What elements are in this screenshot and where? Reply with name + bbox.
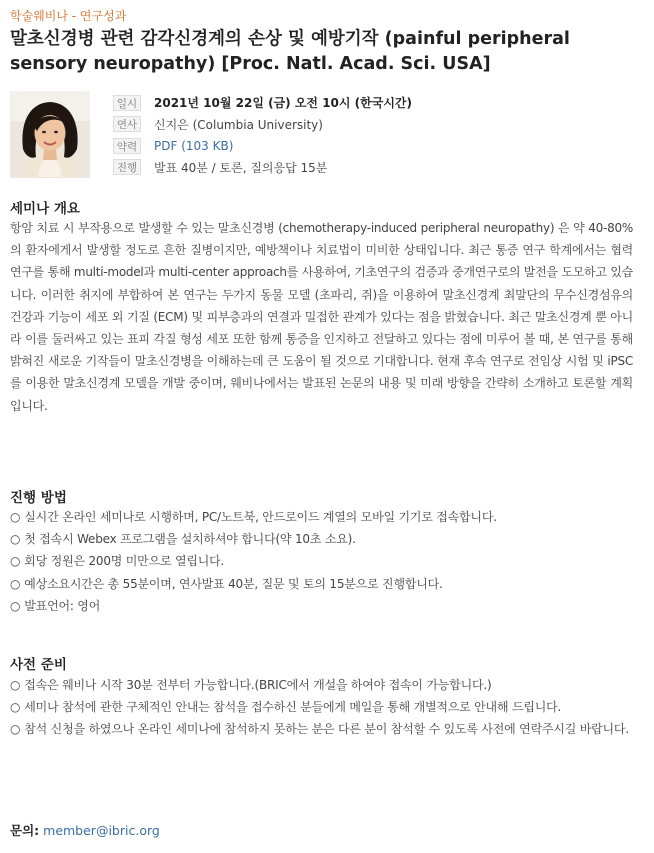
bio-pdf-link[interactable]: PDF (103 KB) (154, 138, 234, 153)
format-value: 발표 40분 / 토론, 질의응답 15분 (154, 160, 328, 175)
contact-label: 문의: (10, 823, 40, 838)
circle-bullet-icon: ○ (10, 510, 21, 524)
contact-line (10, 821, 160, 839)
page-title: 말초신경병 관련 감각신경계의 손상 및 예방기작 (painful peripheral sensory neuropathy) [Proc. Natl. Acad. Sci. USA] (10, 29, 570, 74)
bio-row (113, 135, 412, 157)
bio-label: 약력 (113, 138, 141, 154)
date-row (113, 92, 412, 114)
list-item: ○ 참석 신청을 하였으나 온라인 세미나에 참석하지 못하는 분은 다른 분이 참석할 수 있도록 사전에 연락주시길 바랍니다. (10, 722, 629, 737)
circle-bullet-icon: ○ (10, 700, 21, 715)
list-item: ○ 실시간 온라인 세미나로 시행하며, PC/노트북, 안드로이드 계열의 모바일 기기로 접속합니다. (10, 510, 497, 524)
contact-email-link[interactable]: member@ibric.org (43, 823, 160, 838)
overview-heading: 세미나 개요 (10, 201, 80, 217)
circle-bullet-icon: ○ (10, 532, 21, 547)
circle-bullet-icon: ○ (10, 554, 21, 569)
list-item: ○ 예상소요시간은 총 55분이며, 연사발표 40분, 질문 및 토의 15분으로 진행합니다. (10, 576, 443, 591)
circle-bullet-icon: ○ (10, 722, 21, 737)
date-label: 일시 (113, 95, 141, 111)
speaker-label: 연사 (113, 116, 141, 132)
date-value: 2021년 10월 22일 (금) 오전 10시 (한국시간) (154, 96, 413, 111)
breadcrumb[interactable]: 학술웨비나 - 연구성과 (10, 9, 127, 23)
circle-bullet-icon: ○ (10, 576, 21, 591)
speaker-value: 신지은 (Columbia University) (154, 117, 323, 132)
circle-bullet-icon: ○ (10, 678, 21, 692)
speaker-row (113, 114, 412, 136)
format-label: 진행 (113, 159, 141, 175)
overview-body: 항암 치료 시 부작용으로 발생할 수 있는 말초신경병 (chemotherapy-induced peripheral neuropathy) 은 약 40-80%의 환자에게서 발생할 정도로 흔한 질병이지만, 예방책이나 치료법이 미비한 상태입니다. 최근 통증 연구 학계에서는 협력 연구를 통해 multi-model과 multi-center approach를 사용하여, 기초연구의 검증과 중개연구로의 발전을 도모하고 있습니다. 이러한 취지에 부합하여 본 연구는 두가지 동물 모델 (초파리, 쥐)을 이용하여 말초신경계 최말단의 무수신경섬유의 건강과 기능이 세포 외 기질 (ECM) 및 피부층과의 연결과 밀접한 관계가 있다는 점을 밝혔습니다. 최근 말초신경계 뿐 아니라 이를 둘러싸고 있는 표피 각질 형성 세포 또한 함께 통증을 인지하고 전달하고 있다는 점에 미루어 볼 때, 본 연구를 통해 밝혀진 새로운 기작들이 말초신경병을 이해하는데 큰 도움이 될 것으로 기대합니다. 현재 후속 연구로 전임상 시험 및 iPSC를 이용한 말초신경계 모델을 개발 중이며, 웨비나에서는 발표된 논문의 내용 및 미래 방향을 간략히 소개하고 토론할 계획입니다. (10, 221, 633, 413)
list-item: ○ 접속은 웨비나 시작 30분 전부터 가능합니다.(BRIC에서 개설을 하여야 접속이 가능합니다.) (10, 678, 492, 692)
prep-heading: 사전 준비 (10, 657, 67, 673)
webinar-info (113, 92, 412, 178)
format-row (113, 157, 412, 179)
list-item: ○ 첫 접속시 Webex 프로그램을 설치하셔야 합니다(약 10초 소요). (10, 532, 356, 547)
speaker-photo (10, 91, 90, 178)
method-list (10, 506, 638, 617)
circle-bullet-icon: ○ (10, 598, 21, 613)
list-item: ○ 세미나 참석에 관한 구체적인 안내는 참석을 접수하신 분들에게 메일을 통해 개별적으로 안내해 드립니다. (10, 700, 562, 715)
list-item: ○ 발표언어: 영어 (10, 598, 101, 613)
list-item: ○ 회당 정원은 200명 미만으로 열립니다. (10, 554, 225, 569)
prep-list (10, 674, 638, 741)
method-heading: 진행 방법 (10, 490, 67, 506)
